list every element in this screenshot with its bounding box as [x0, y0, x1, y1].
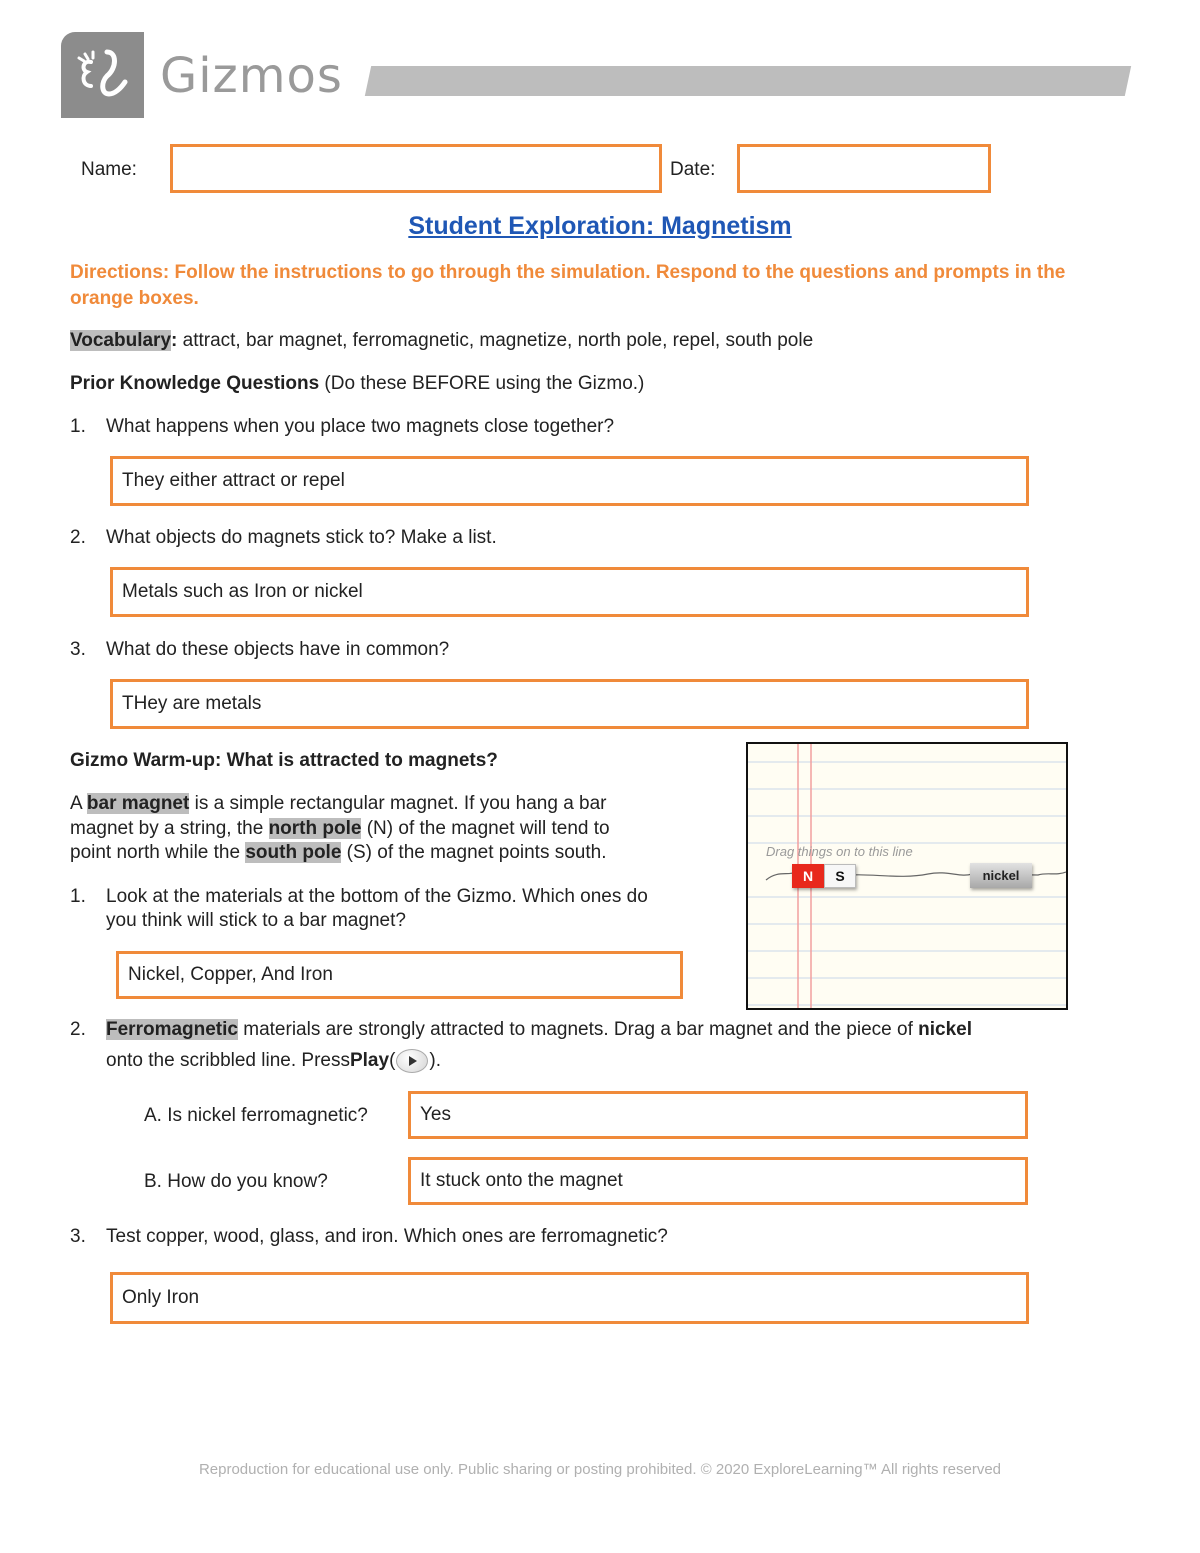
prior-heading-text: Prior Knowledge Questions — [70, 373, 320, 394]
bar-magnet — [792, 864, 856, 888]
gizmo-screenshot — [746, 742, 1068, 1010]
vocabulary-colon: : — [171, 330, 178, 351]
warmup-q2-number: 2. — [70, 1019, 86, 1040]
intro-text: magnet by a string, the — [70, 818, 269, 839]
warmup-q1-line1: Look at the materials at the bottom of the Gizmo. Which ones do — [106, 886, 648, 907]
q2a-answer-box[interactable]: Yes — [408, 1091, 1028, 1139]
prior-q1-text: What happens when you place two magnets close together? — [106, 416, 615, 437]
prior-heading-note: (Do these BEFORE using the Gizmo.) — [319, 373, 645, 394]
play-word: Play — [349, 1050, 390, 1071]
term-bar-magnet: bar magnet — [86, 793, 190, 814]
q2-text: ). — [429, 1050, 441, 1071]
date-label: Date: — [670, 159, 716, 180]
nickel-block: nickel — [970, 863, 1032, 888]
q2-text: ( — [389, 1050, 396, 1071]
date-field[interactable] — [737, 144, 991, 193]
prior-q3-text: What do these objects have in common? — [106, 639, 450, 660]
warmup-heading: Gizmo Warm-up: What is attracted to magnets? — [70, 750, 498, 771]
q2-text: onto the scribbled line. Press — [106, 1050, 350, 1071]
vocabulary — [70, 329, 813, 353]
play-button-icon — [396, 1049, 428, 1073]
warmup-q3-answer-box[interactable]: Only Iron — [110, 1272, 1029, 1324]
q2-text: materials are strongly attracted to magnets. Drag a bar magnet and the piece of — [237, 1019, 919, 1040]
name-field[interactable] — [170, 144, 662, 193]
warmup-q1-number: 1. — [70, 886, 86, 907]
q2b-label: B. How do you know? — [144, 1171, 328, 1192]
prior-knowledge-heading — [70, 372, 644, 396]
prior-q3-answer-box[interactable]: THey are metals — [110, 679, 1029, 729]
magnet-south-pole: S — [824, 864, 856, 888]
warmup-q2-line1 — [106, 1018, 972, 1042]
warmup-intro-line2 — [70, 817, 610, 841]
warmup-q2-line2 — [106, 1049, 441, 1073]
prior-q2-answer-box[interactable]: Metals such as Iron or nickel — [110, 567, 1029, 617]
term-south-pole: south pole — [245, 842, 342, 863]
intro-text: (S) of the magnet points south. — [341, 842, 607, 863]
prior-q2-text: What objects do magnets stick to? Make a list. — [106, 527, 497, 548]
prior-q1-answer-box[interactable]: They either attract or repel — [110, 456, 1029, 506]
prior-q2-number: 2. — [70, 527, 86, 548]
intro-text: A — [70, 793, 87, 814]
prior-q1-number: 1. — [70, 416, 86, 437]
intro-text: point north while the — [70, 842, 246, 863]
warmup-q1-line2: you think will stick to a bar magnet? — [106, 910, 406, 931]
warmup-intro-line3 — [70, 841, 607, 865]
header-bar — [365, 66, 1131, 96]
warmup-q3-text: Test copper, wood, glass, and iron. Which ones are ferromagnetic? — [106, 1226, 668, 1247]
vocabulary-label: Vocabulary — [70, 330, 172, 351]
warmup-q1-answer-box[interactable]: Nickel, Copper, And Iron — [116, 951, 683, 999]
warmup-intro-line1 — [70, 792, 607, 816]
term-north-pole: north pole — [268, 818, 362, 839]
term-nickel: nickel — [918, 1019, 972, 1040]
page-title: Student Exploration: Magnetism — [408, 212, 792, 240]
term-ferromagnetic: Ferromagnetic — [106, 1019, 238, 1040]
footer-copyright: Reproduction for educational use only. Public sharing or posting prohibited. © 2020 ExploreLearning™ All rights reserved — [198, 1461, 1002, 1478]
q2b-answer-box[interactable]: It stuck onto the magnet — [408, 1157, 1028, 1205]
logo-mark-icon — [71, 46, 135, 104]
gizmo-line-label: Drag things on to this line — [766, 844, 913, 859]
warmup-q3-number: 3. — [70, 1226, 86, 1247]
magnet-north-pole: N — [792, 864, 824, 888]
intro-text: is a simple rectangular magnet. If you hang a bar — [189, 793, 607, 814]
q2a-label: A. Is nickel ferromagnetic? — [144, 1105, 368, 1126]
prior-q3-number: 3. — [70, 639, 86, 660]
brand-name: Gizmos — [160, 48, 343, 104]
explorelearning-logo — [61, 32, 144, 118]
intro-text: (N) of the magnet will tend to — [361, 818, 610, 839]
name-label: Name: — [81, 159, 137, 180]
vocabulary-terms: attract, bar magnet, ferromagnetic, magnetize, north pole, repel, south pole — [177, 330, 814, 351]
directions: Directions: Follow the instructions to go through the simulation. Respond to the questions and prompts in the orange boxes. — [70, 262, 1066, 309]
